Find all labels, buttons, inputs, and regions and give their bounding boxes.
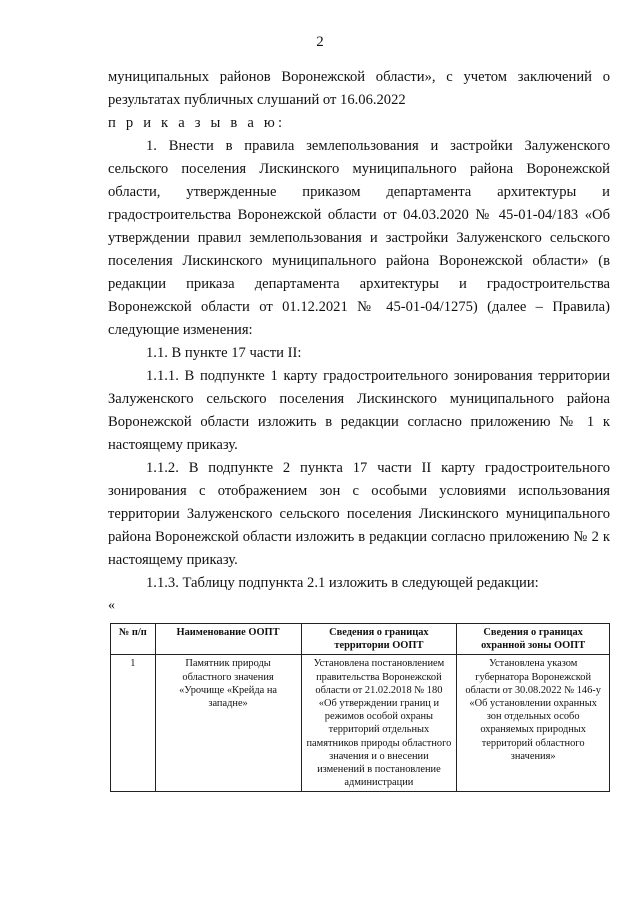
- page-number: 2: [316, 34, 324, 50]
- paragraph-item-1-1: 1.1. В пункте 17 части II:: [146, 345, 302, 361]
- header-protection-zone-bounds: Сведения о границах охранной зоны ООПТ: [457, 624, 610, 655]
- cell-territory-bounds: Установлена постановлением правительства Воронежской области от 21.02.2018 № 180 «Об утверждении границ и режимов особой охраны территорий отдельных памятников природы областного значения и о внесении изменений в постановление администрации: [301, 655, 457, 792]
- order-word: п р и к а з ы в а ю:: [108, 115, 286, 131]
- paragraph-continuation: муниципальных районов Воронежской области», с учетом заключений о: [108, 69, 610, 85]
- cell-name: Памятник природы областного значения «Урочище «Крейда на западне»: [155, 655, 301, 792]
- paragraph-hearings: результатах публичных слушаний от 16.06.2022: [108, 92, 406, 108]
- paragraph-item-1-1-1: 1.1.1. В подпункте 1 карту градостроительного зонирования территории Залуженского сельского поселения Лискинского муниципального района Воронежской области изложить в редакции согласно приложению № 1 к настоящему приказу.: [108, 368, 610, 453]
- paragraph-item-1-1-3: 1.1.3. Таблицу подпункта 2.1 изложить в следующей редакции:: [146, 575, 539, 591]
- header-name: Наименование ООПТ: [155, 624, 301, 655]
- header-number: № п/п: [111, 624, 156, 655]
- cell-protection-zone-bounds: Установлена указом губернатора Воронежской области от 30.08.2022 № 146-у «Об установлении охранных зон отдельных особо охраняемых природных территорий областного значения»: [457, 655, 610, 792]
- body-text: [108, 66, 610, 595]
- ooopt-table: [110, 623, 610, 792]
- table-header-row: [111, 624, 610, 655]
- table-row: [111, 655, 610, 792]
- header-territory-bounds: Сведения о границах территории ООПТ: [301, 624, 457, 655]
- opening-quote: «: [108, 598, 115, 613]
- paragraph-item-1: 1. Внести в правила землепользования и застройки Залуженского сельского поселения Лискинского муниципального района Воронежской области, утвержденные приказом департамента архитектуры и градостроительства Воронежской области от 04.03.2020 № 45-01-04/183 «Об утверждении правил землепользования и застройки Залуженского сельского поселения Лискинского муниципального района Воронежской области» (в редакции приказа департамента архитектуры и градостроительства Воронежской области от 01.12.2021 № 45-01-04/1275) (далее – Правила) следующие изменения:: [108, 138, 610, 338]
- cell-number: 1: [111, 655, 156, 792]
- paragraph-item-1-1-2: 1.1.2. В подпункте 2 пункта 17 части II карту градостроительного зонирования с отображением зон с особыми условиями использования территории Залуженского сельского поселения Лискинского муниципального района Воронежской области изложить в редакции согласно приложению № 2 к настоящему приказу.: [108, 460, 610, 568]
